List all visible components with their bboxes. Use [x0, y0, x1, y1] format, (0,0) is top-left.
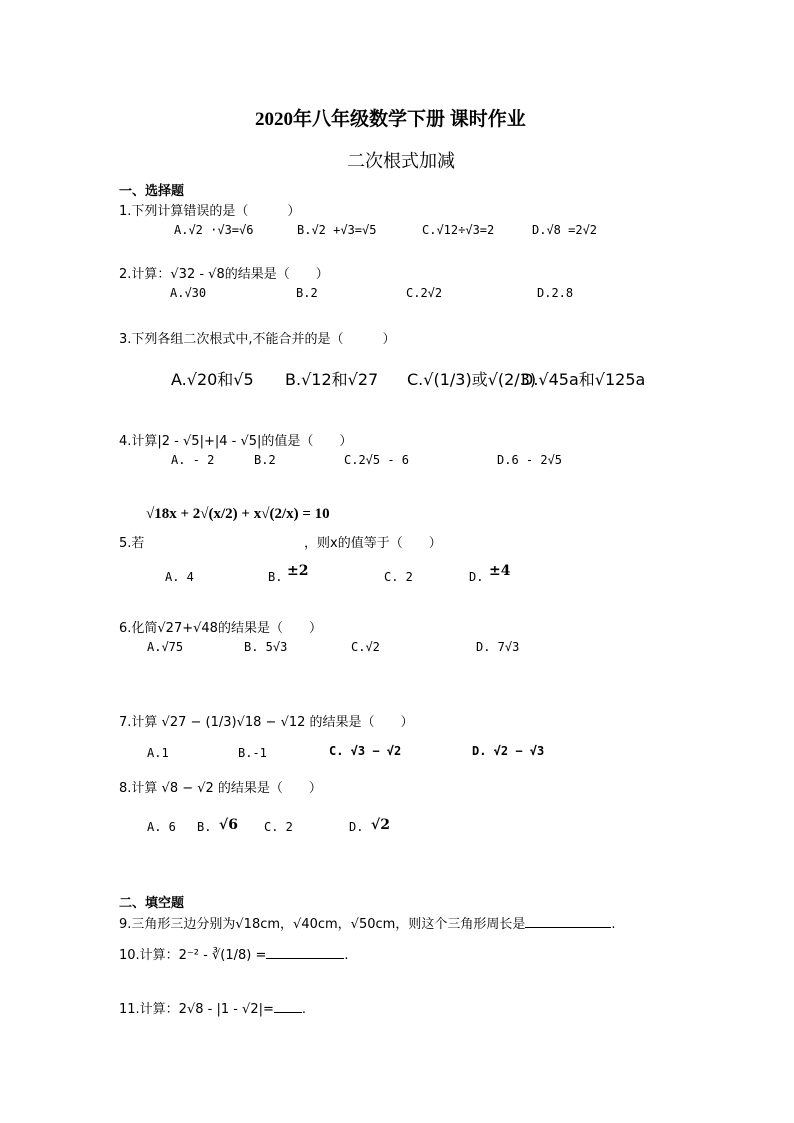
q11-line: [119, 998, 306, 1017]
q6-stem: 6.化简√27+√48的结果是（ ）: [119, 621, 322, 636]
q5-option-d-value: ±4: [489, 563, 511, 579]
q8-option-d: D.: [349, 820, 364, 834]
q3-option-d: D.√45a和√125a: [521, 370, 646, 389]
q10-answer-blank[interactable]: [266, 945, 344, 959]
q9-stem: 9.三角形三边分别为√18cm，√40cm，√50cm，则这个三角形周长是: [119, 917, 526, 932]
q1-option-a: A.√2 ·√3=√6: [174, 223, 254, 237]
q5-option-d: D.: [469, 570, 484, 584]
q2-option-d: D.2.8: [537, 286, 574, 300]
q1-stem: 1.下列计算错误的是（ ）: [119, 204, 301, 219]
q2-stem: 2.计算：√32 - √8的结果是（ ）: [119, 267, 329, 282]
page-title: 2020年八年级数学下册 课时作业: [255, 109, 526, 130]
section-fill: 二、填空题: [119, 896, 185, 911]
q2-option-b: B.2: [296, 286, 318, 300]
q10-end: .: [344, 948, 349, 963]
q6-option-d: D. 7√3: [476, 640, 520, 654]
q8-option-b: B.: [197, 820, 212, 834]
q9-line: [119, 913, 615, 932]
q3-option-a: A.√20和√5: [171, 370, 254, 389]
q3-option-c: C.√(1/3)或√(2/3): [407, 370, 537, 389]
q8-option-c: C. 2: [264, 820, 293, 834]
q5-option-c: C. 2: [384, 570, 413, 584]
q5-tail: ，则x的值等于（ ）: [304, 536, 442, 551]
q10-line: [119, 944, 349, 963]
q6-option-a: A.√75: [147, 640, 184, 654]
q1-option-b: B.√2 +√3=√5: [297, 223, 377, 237]
section-choice: 一、选择题: [119, 184, 185, 199]
q4-option-b: B.2: [254, 453, 276, 467]
q7-stem: 7.计算 √27 − (1/3)√18 − √12 的结果是（ ）: [119, 715, 414, 730]
q9-answer-blank[interactable]: [525, 914, 611, 928]
q6-option-b: B. 5√3: [244, 640, 288, 654]
q1-option-c: C.√12÷√3=2: [422, 223, 495, 237]
q7-option-b: B.-1: [238, 746, 267, 760]
q5-option-a: A. 4: [165, 570, 194, 584]
q4-option-d: D.6 - 2√5: [497, 453, 563, 467]
q8-option-a: A. 6: [147, 820, 176, 834]
q3-stem: 3.下列各组二次根式中,不能合并的是（ ）: [119, 332, 396, 347]
q7-option-c: C. √3 − √2: [329, 744, 402, 758]
q4-option-c: C.2√5 - 6: [344, 453, 410, 467]
q10-stem: 10.计算：2⁻² - ∛(1/8) =: [119, 948, 267, 963]
q11-end: .: [301, 1002, 307, 1017]
q7-option-a: A.1: [147, 746, 169, 760]
q2-option-a: A.√30: [170, 286, 207, 300]
q1-option-d: D.√8 =2√2: [532, 223, 598, 237]
q5-formula: √18x + 2√(x/2) + x√(2/x) = 10: [146, 506, 330, 522]
q4-stem: 4.计算|2 - √5|+|4 - √5|的值是（ ）: [119, 434, 353, 449]
q11-stem: 11.计算：2√8 - |1 - √2|=: [119, 1002, 274, 1017]
q5-stem: 5.若: [119, 536, 145, 551]
q3-option-b: B.√12和√27: [285, 370, 379, 389]
q4-option-a: A. - 2: [171, 453, 215, 467]
q8-stem: 8.计算 √8 − √2 的结果是（ ）: [119, 781, 322, 796]
page-subtitle: 二次根式加减: [347, 151, 455, 172]
q5-option-b: B.: [268, 570, 283, 584]
q7-option-d: D. √2 − √3: [472, 744, 545, 758]
q6-option-c: C.√2: [351, 640, 380, 654]
q8-option-d-value: √2: [371, 817, 390, 833]
q9-end: .: [611, 917, 616, 932]
q2-option-c: C.2√2: [406, 286, 443, 300]
q8-option-b-value: √6: [219, 817, 238, 833]
q11-answer-blank[interactable]: [274, 999, 302, 1013]
q5-option-b-value: ±2: [287, 563, 309, 579]
